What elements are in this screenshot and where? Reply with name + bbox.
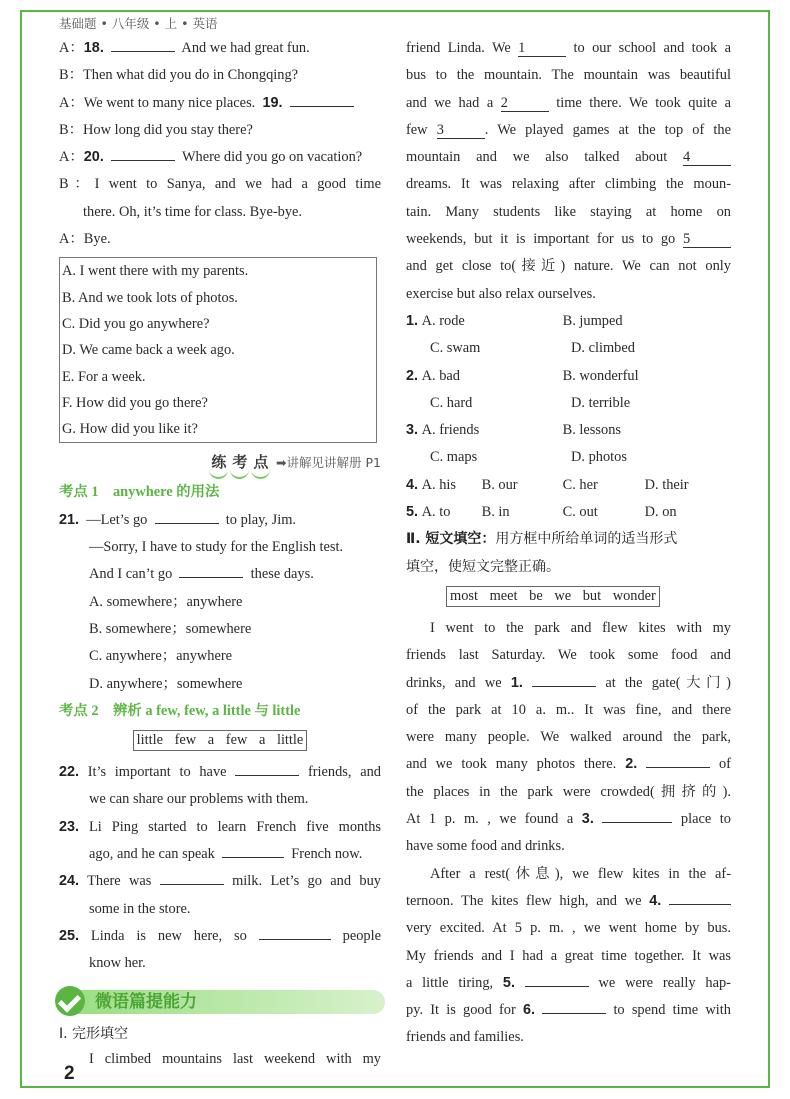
q21-line3: And I can’t go these days.	[59, 561, 381, 588]
cloze-blank-4[interactable]: 4	[683, 149, 731, 166]
option-d: D. We came back a week ago.	[62, 342, 235, 359]
right-column	[406, 35, 731, 1052]
dialogue-line-b3: B：I went to Sanya, and we had a good time	[59, 176, 381, 193]
fill-p2-l3: very excited. At 5 p. m. , we went home by bus.	[406, 920, 731, 937]
cloze-q1-row2: C. swam D. climbed	[430, 340, 635, 357]
answer-options-box	[59, 257, 377, 443]
dialogue-line-b1: B：Then what did you do in Chongqing?	[59, 67, 299, 84]
dialogue-line-a-bye: A：Bye.	[59, 231, 111, 248]
option-c: C. Did you go anywhere?	[62, 315, 210, 332]
dialogue-line-a18: A：18. And we had great fun.	[59, 35, 381, 62]
fill-blank-2[interactable]	[646, 752, 710, 768]
dialogue-line-a20: A：20. Where did you go on vacation?	[59, 144, 381, 171]
fill-p1-l1: I went to the park and flew kites with my	[430, 619, 731, 636]
fill-word-box: most meet be we but wonder	[446, 586, 660, 607]
cloze-q5-row: 5. A. to B. in C. out D. on	[406, 504, 677, 521]
answer-blank-24[interactable]	[160, 869, 224, 885]
q21-option-d[interactable]: D. anywhere；somewhere	[89, 675, 243, 692]
cloze-q2-row2: C. hard D. terrible	[430, 394, 631, 411]
cloze-line-3: and we had a 2 time there. We took quite a	[406, 94, 731, 111]
q21-line1: 21. —Let’s go to play, Jim.	[59, 507, 381, 534]
option-b: B. And we took lots of photos.	[62, 289, 238, 306]
q25-line1: 25. Linda is new here, so people	[59, 923, 381, 950]
left-column	[59, 35, 381, 1073]
option-f: F. How did you go there?	[62, 394, 208, 411]
fill-p2-l6: py. It is good for 6. to spend time with	[406, 997, 731, 1024]
cloze-line-7: tain. Many students like staying at home on	[406, 203, 731, 220]
cloze-blank-1[interactable]: 1	[518, 40, 566, 57]
cloze-q1-row1: 1. A. rode B. jumped	[406, 312, 623, 329]
checkmark-icon	[55, 986, 85, 1016]
q21-option-b[interactable]: B. somewhere；somewhere	[89, 620, 252, 637]
cloze-line-10: exercise but also relax ourselves.	[406, 285, 596, 302]
fill-blank-5[interactable]	[525, 971, 589, 987]
cloze-line-8: weekends, but it is important for us to go 5	[406, 226, 731, 253]
fill-heading-line2: 填空，使短文完整正确。	[406, 558, 560, 575]
fill-blank-3[interactable]	[602, 807, 672, 823]
practice-points-heading: 练 考 点 ➡讲解见讲解册 P1	[59, 449, 381, 479]
cloze-line-4: few 3 . We played games at the top of the	[406, 121, 731, 138]
running-header: 基础题 • 八年级 • 上 • 英语	[59, 16, 218, 31]
page-number: 2	[64, 1063, 75, 1084]
fill-heading: Ⅱ. 短文填空：用方框中所给单词的适当形式	[406, 531, 678, 548]
cloze-q4-row: 4. A. his B. our C. her D. their	[406, 476, 689, 493]
cloze-first-line: I climbed mountains last weekend with my	[89, 1050, 381, 1067]
cloze-line-5: mountain and we also talked about 4	[406, 144, 731, 171]
answer-blank-25[interactable]	[259, 924, 331, 940]
fill-p2-l4: My friends and I had a great time together. It was	[406, 947, 731, 964]
q21-option-c[interactable]: C. anywhere；anywhere	[89, 648, 233, 665]
fill-p1-l9: have some food and drinks.	[406, 838, 565, 855]
fill-p1-l3: drinks, and we 1. at the gate(大门)	[406, 670, 731, 697]
fill-p2-l2: ternoon. The kites flew high, and we 4.	[406, 888, 731, 915]
answer-blank-21b[interactable]	[179, 562, 243, 578]
answer-reference[interactable]: 讲解见讲解册 P1	[286, 455, 381, 471]
dialogue-line-b2: B：How long did you stay there?	[59, 121, 253, 138]
fill-p2-l5: a little tiring, 5. we were really hap-	[406, 970, 731, 997]
cloze-blank-2[interactable]: 2	[501, 95, 549, 112]
fill-blank-1[interactable]	[532, 671, 596, 687]
fill-p1-l7: the places in the park were crowded(拥挤的).	[406, 783, 731, 800]
fill-p2-l7: friends and families.	[406, 1029, 524, 1046]
answer-blank-22[interactable]	[235, 760, 299, 776]
cloze-blank-5[interactable]: 5	[683, 231, 731, 248]
cloze-q3-row2: C. maps D. photos	[430, 449, 627, 466]
fill-blank-6[interactable]	[542, 998, 606, 1014]
q24-line1: 24. There was milk. Let’s go and buy	[59, 868, 381, 895]
fill-p1-l8: At 1 p. m. , we found a 3. place to	[406, 806, 731, 833]
q21-line2: —Sorry, I have to study for the English test.	[89, 539, 344, 556]
fill-p1-l5: were many people. We walked around the park,	[406, 729, 731, 746]
point1-title: 考点 1 anywhere 的用法	[59, 484, 220, 501]
option-a: A. I went there with my parents.	[62, 263, 249, 280]
answer-blank-19[interactable]	[290, 91, 354, 107]
q24-line2: some in the store.	[89, 900, 191, 917]
answer-blank-21a[interactable]	[155, 508, 219, 524]
q23-line1: 23. Li Ping started to learn French five months	[59, 818, 381, 835]
cloze-blank-3[interactable]: 3	[437, 122, 485, 139]
section-banner-title: 微语篇提能力	[95, 991, 197, 1012]
cloze-line-1: friend Linda. We 1 to our school and took a	[406, 40, 731, 56]
point2-title: 考点 2 辨析 a few, few, a little 与 little	[59, 702, 301, 719]
answer-blank-18[interactable]	[111, 36, 175, 52]
q25-line2: know her.	[89, 955, 146, 972]
section-banner	[55, 986, 381, 1018]
cloze-line-6: dreams. It was relaxing after climbing the moun-	[406, 176, 731, 193]
option-g: G. How did you like it?	[62, 421, 198, 438]
cloze-heading: Ⅰ. 完形填空	[59, 1025, 129, 1042]
fill-p1-l6: and we took many photos there. 2. of	[406, 751, 731, 778]
dialogue-line-b3-cont: there. Oh, it’s time for class. Bye-bye.	[83, 203, 302, 220]
answer-blank-20[interactable]	[111, 145, 175, 161]
cloze-line-2: bus to the mountain. The mountain was beautiful	[406, 67, 731, 84]
q21-option-a[interactable]: A. somewhere；anywhere	[89, 593, 243, 610]
q22-line1: 22. It’s important to have friends, and	[59, 759, 381, 786]
dialogue-line-a19: A：We went to many nice places. 19.	[59, 90, 381, 117]
arrow-right-icon: ➡	[276, 455, 287, 471]
cloze-q3-row1: 3. A. friends B. lessons	[406, 422, 621, 439]
fill-blank-4[interactable]	[669, 889, 731, 905]
option-e: E. For a week.	[62, 368, 146, 385]
q23-line2: ago, and he can speak French now.	[59, 841, 381, 868]
cloze-line-9: and get close to(接近) nature. We can not only	[406, 258, 731, 275]
point2-word-box: little few a few a little	[133, 730, 308, 751]
answer-blank-23[interactable]	[222, 842, 284, 858]
cloze-q2-row1: 2. A. bad B. wonderful	[406, 367, 639, 384]
fill-p2-l1: After a rest(休息), we flew kites in the af-	[430, 865, 731, 882]
q22-line2: we can share our problems with them.	[89, 791, 309, 808]
fill-p1-l2: friends last Saturday. We took some food and	[406, 647, 731, 664]
fill-p1-l4: of the park at 10 a. m.. It was fine, and there	[406, 701, 731, 718]
